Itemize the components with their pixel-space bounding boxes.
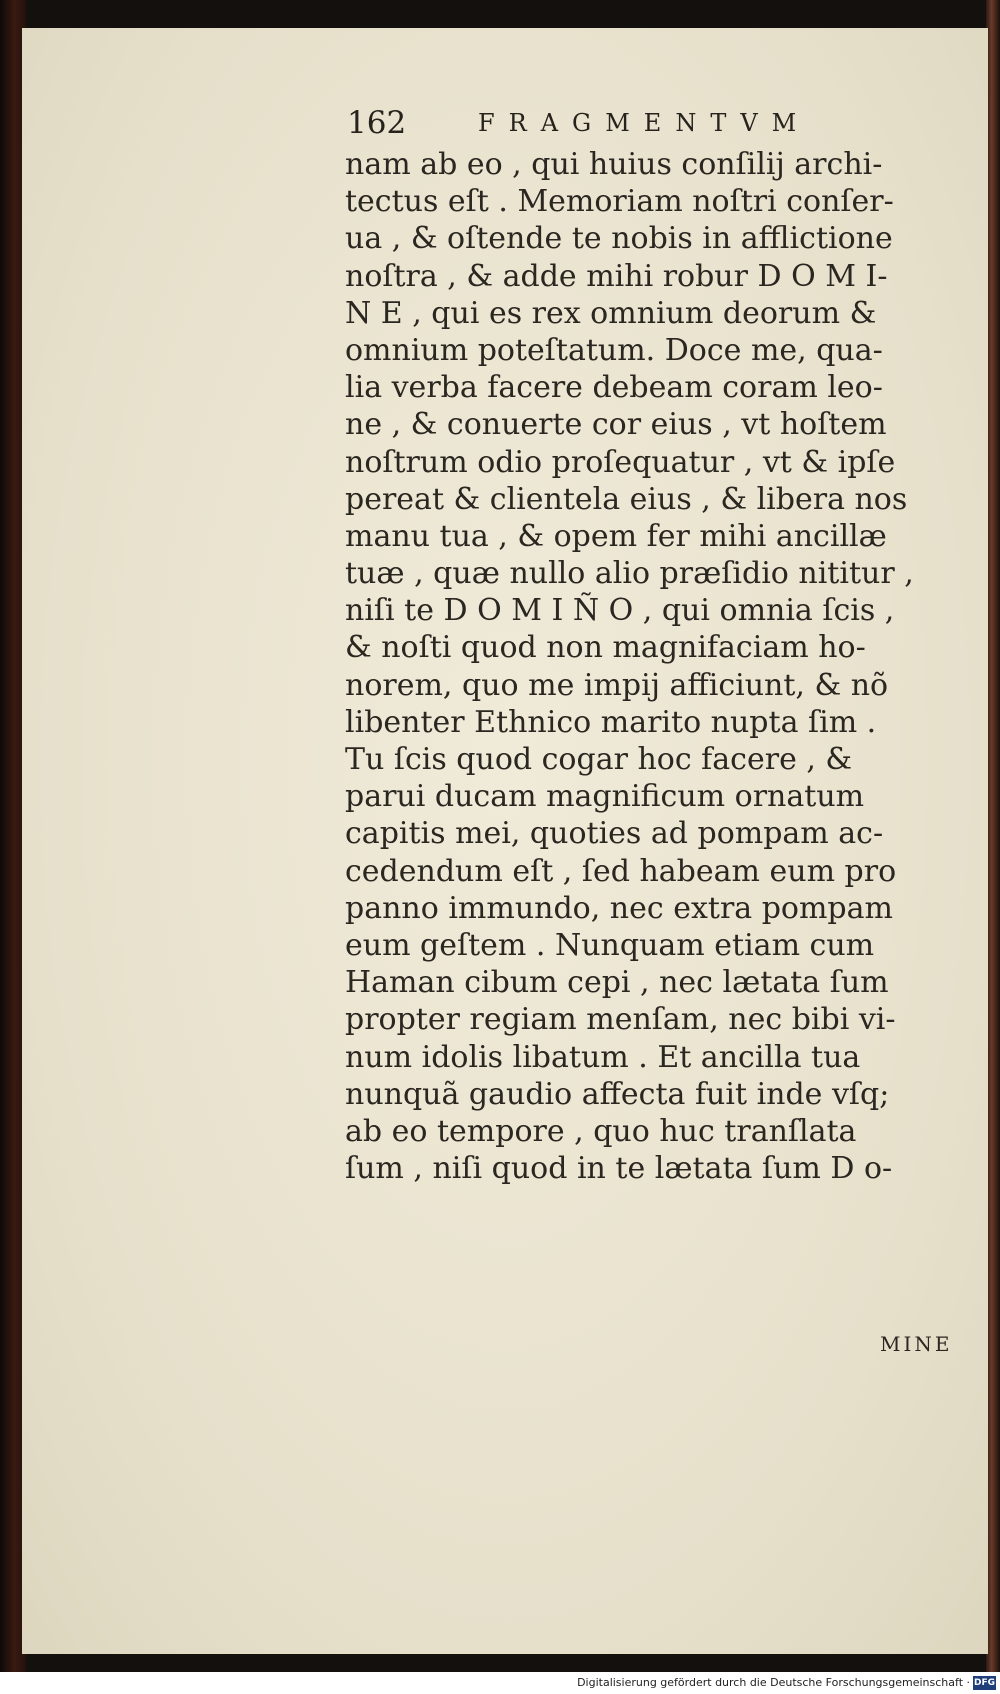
text-line: ab eo tempore , quo huc tranſlata (345, 1113, 857, 1149)
footer-bar (0, 1672, 1000, 1694)
text-line: ne , & conuerte cor eius , vt hoſtem (345, 407, 887, 443)
text-line: niſi te D O M I Ñ O , qui omnia ſcis , (345, 593, 895, 629)
text-line: cedendum eſt , ſed habeam eum pro (345, 853, 897, 889)
text-line: capitis mei, quoties ad pompam ac- (345, 816, 884, 852)
text-line: manu tua , & opem fer mihi ancillæ (345, 518, 887, 554)
text-line: & noſti quod non magnifaciam ho- (345, 630, 866, 666)
text-line: omnium poteſtatum. Doce me, qua- (345, 332, 883, 368)
text-line: parui ducam magnificum ornatum (345, 779, 865, 815)
running-head: FRAGMENTVM (478, 109, 811, 137)
text-line: ua , & oſtende te nobis in afflictione (345, 221, 893, 257)
body-text (345, 146, 985, 1187)
text-line: eum geſtem . Nunquam etiam cum (345, 927, 875, 963)
text-line: Tu ſcis quod cogar hoc facere , & (345, 742, 853, 777)
text-line: pereat & clientela eius , & libera nos (345, 481, 908, 517)
page-number: 162 (347, 105, 407, 141)
page-header (335, 103, 935, 143)
text-line: propter regiam menſam, nec bibi vi- (345, 1002, 896, 1038)
text-line: N E , qui es rex omnium deorum & (345, 295, 877, 331)
text-line: nam ab eo , qui huius conſilij archi- (345, 147, 883, 182)
text-line: ſum , niſi quod in te lætata ſum D o- (345, 1151, 893, 1187)
text-line: noſtra , & adde mihi robur D O M I- (345, 258, 888, 294)
catchword: MINE (880, 1332, 953, 1356)
text-line: norem, quo me impij afficiunt, & nõ (345, 667, 889, 703)
text-line: libenter Ethnico marito nupta ſim . (345, 704, 877, 740)
dfg-logo: DFG (973, 1678, 995, 1688)
text-line: tuæ , quæ nullo alio præſidio nititur , (345, 556, 914, 592)
digitization-credit: Digitalisierung gefördert durch die Deutsche Forschungsgemeinschaft · (577, 1676, 970, 1689)
text-line: noſtrum odio proſequatur , vt & ipſe (345, 444, 896, 480)
book-fore-edge (986, 0, 1000, 1672)
text-line: tectus eſt . Memoriam noſtri conſer- (345, 184, 894, 220)
text-line: num idolis libatum . Et ancilla tua (345, 1039, 861, 1075)
text-line: panno immundo, nec extra pompam (345, 890, 893, 926)
text-line: Haman cibum cepi , nec lætata ſum (345, 965, 889, 1001)
text-line: lia verba facere debeam coram leo- (345, 370, 883, 406)
text-line: nunquã gaudio affecta fuit inde vſq; (345, 1076, 890, 1112)
